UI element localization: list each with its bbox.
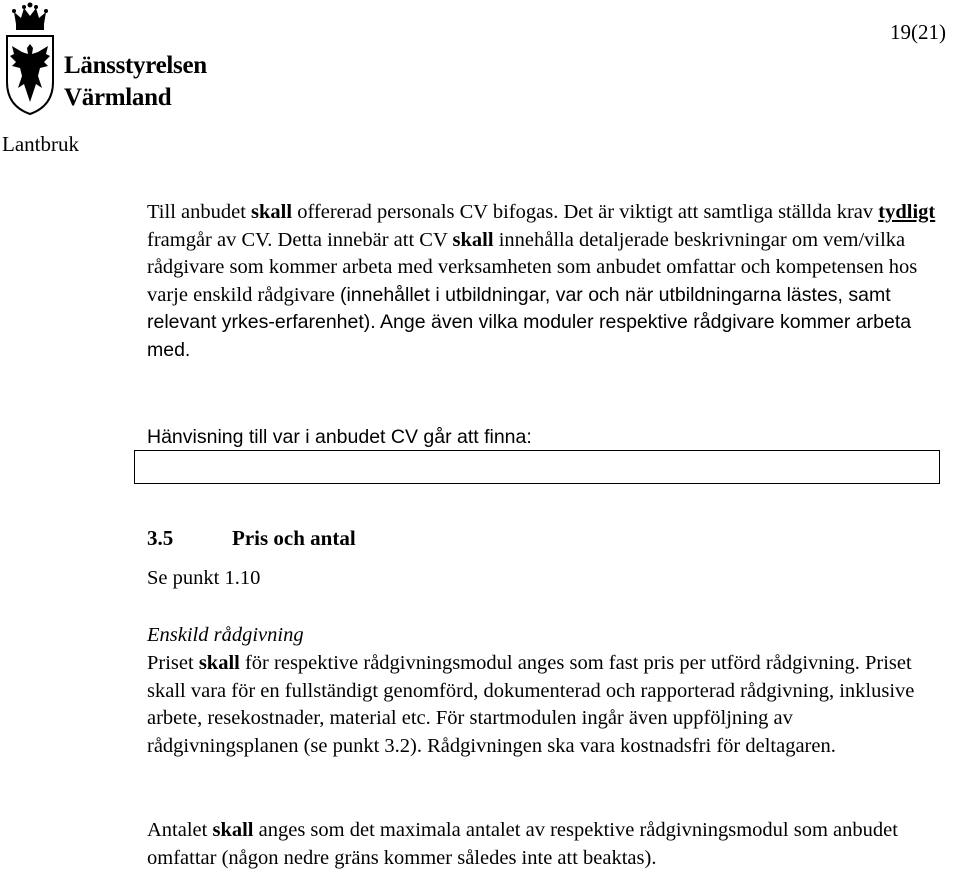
section-number: 3.5 xyxy=(147,526,174,550)
subheading: Enskild rådgivning xyxy=(147,624,304,646)
organization-region: Värmland xyxy=(64,84,172,111)
page-number: 19(21) xyxy=(890,20,946,44)
see-reference: Se punkt 1.10 xyxy=(147,567,261,589)
section-title: Pris och antal xyxy=(232,526,356,550)
organization-name: Länsstyrelsen xyxy=(64,52,207,79)
section-heading xyxy=(147,526,356,551)
cv-reference-label: Hänvisning till var i anbudet CV går att finna: xyxy=(147,426,532,448)
quantity-paragraph: Antalet skall anges som det maximala antalet av respektive rådgivningsmodul som anbudet omfattar (någon nedre gräns kommer således inte att beaktas). xyxy=(147,819,898,869)
cv-reference-answer-field[interactable] xyxy=(134,450,940,484)
pricing-paragraph: Priset skall för respektive rådgivningsmodul anges som fast pris per utförd rådgivning. Priset skall vara för en fullständigt genomförd, dokumenterad och rapporterad rådgivning, inklusive arbete, resekostnader, material etc. För startmodulen ingår även uppföljning av rådgivningsplanen (se punkt 3.2). Rådgivningen ska vara kostnadsfri för deltagaren. xyxy=(147,652,915,757)
county-crest-logo-icon xyxy=(2,2,58,116)
cv-requirements-paragraph: Till anbudet skall offererad personals CV bifogas. Det är viktigt att samtliga ställda krav tydligt framgår av CV. Detta innebär att CV skall innehålla detaljerade beskrivningar om vem/vilka rådgivare som kommer arbeta med verksamheten som anbudet omfattar och kompetensen hos varje enskild rådgivare (innehållet i utbildningar, var och när utbildningarna lästes, samt relevant yrkes-erfarenhet). Ange även vilka moduler respektive rådgivare kommer arbeta med. xyxy=(147,201,936,361)
department-label: Lantbruk xyxy=(2,132,79,156)
